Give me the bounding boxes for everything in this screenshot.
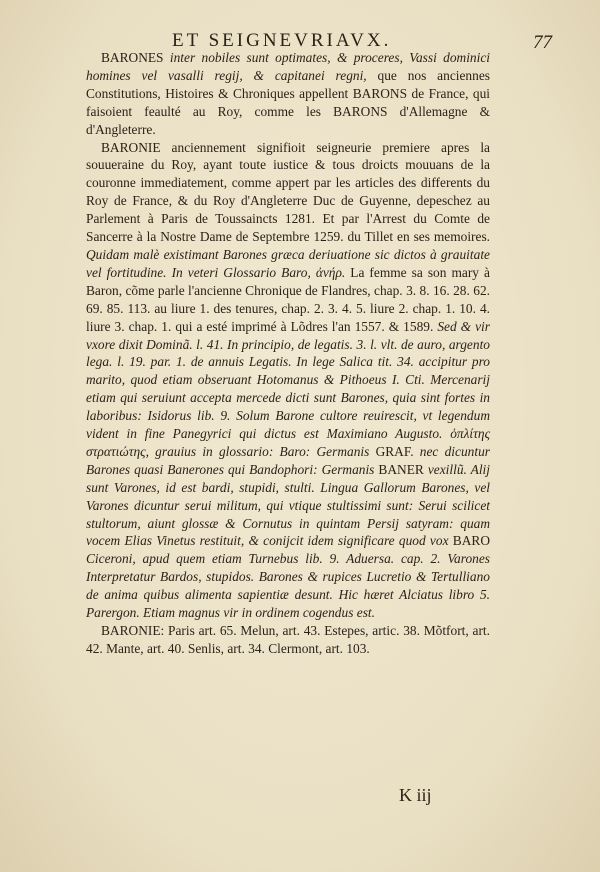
french-text-run: GRAF.	[375, 443, 420, 459]
french-text-run: La femme sa son mary à Baron, cõme parle l'ancienne Chronique de Flandres, chap. 3. 8. 16. 28. 62. 69. 85. 113. au liure 1. des tenures, chap. 2. 3. 4. 5. liure 2. chap. 1. 10. 4. liure 3. chap. 1. qui a esté imprimé à Lõdres l'an 1557. & 1589.	[86, 264, 490, 334]
french-text-run: BARO	[452, 533, 490, 549]
latin-text-run: Sed & vir vxore dixit Dominã. l. 41. In principio, de legatis. 3. l. vlt. de auro, argento lega. l. 19. par. 1. de annuis Legatis. In lege Salica tit. 34. accipitur pro marito, quod etiam obseruant Hotomanus & Pithoeus I. Cti. Mercenarij etiam qui seruiunt accepta mercede dicti sunt Barones, quia sint fortes in laboribus: Isidorus lib. 9. Solum Barone cultore reuirescit, vt legendum vident in fine Panegyrici qui dictus est Maximiano Augusto. ὁπλίτης στρατιώτης, grauius in glossario: Baro: Germanis	[86, 318, 490, 459]
body-text	[86, 49, 490, 658]
paragraph-barones	[86, 49, 490, 139]
french-text-run: BARONIE anciennement signifioit seigneurie premiere apres la souueraine du Roy, ayant toute iustice & tous droicts mouuans de la couronne immediatement, comme appert par les articles des differents du Roy de France, & du Roy d'Angleterre Duc de Guyenne, depeschez au Parlement à Paris de Toussaincts 1281. Et par l'Arrest du Comte de Sancerre à la Nostre Dame de Septembre 1259. du Tillet en ses memoires.	[86, 139, 490, 245]
french-text-run: que nos anciennes Constitutions, Histoires & Chroniques appellent BARONS de France, qui faisoient feaulté au Roy, comme les BARONS d'Allemagne & d'Angleterre.	[86, 67, 490, 137]
latin-text-run: Ciceroni, apud quem etiam Turnebus lib. 9. Aduersa. cap. 2. Varones Interpretatur Bardos, stupidos. Barones & rupices Lucretio & Tertulliano de anima quibus alimenta sapientiæ desunt. Hic hæret Alciatus libro 5. Parergon. Etiam magnus vir in ordinem cogendus est.	[86, 551, 490, 621]
latin-text-run: nec dicuntur Barones quasi Banerones qui Bandophori: Germanis	[86, 443, 490, 477]
french-text-run: BANER	[378, 461, 428, 477]
latin-text-run: Quidam malè existimant Barones græca deriuatione sic dictos à grauitate vel fortitudine. In veteri Glossario Baro, ἀνήρ.	[86, 246, 490, 280]
latin-text-run: vexillũ. Alij sunt Varones, id est bardi, stupidi, stulti. Lingua Gallorum Barones, vel Varones dicuntur serui militum, qui vtique stultissimi sunt: Serui scilicet stultorum, aiunt glossæ & Cornutus in quintam Persij satyram: quam vocem Elias Vinetus restituit, & conijcit idem significare quod vox	[86, 461, 490, 549]
latin-text-run: inter nobiles sunt optimates, & proceres, Vassi dominici homines vel vasalli regij, & capitanei regni,	[86, 50, 490, 83]
french-text-run: BARONES	[101, 50, 170, 65]
french-text-run: BARONIE: Paris art. 65. Melun, art. 43. Estepes, artic. 38. Mõtfort, art. 42. Mante, art. 40. Senlis, art. 34. Clermont, art. 103.	[86, 623, 490, 656]
signature-mark: K iij	[399, 785, 432, 805]
running-title: ET SEIGNEVRIAVX.	[172, 30, 392, 51]
paragraph-baronie-definition	[86, 139, 490, 622]
paragraph-baronie-coutumes	[86, 622, 490, 658]
page-number: 77	[533, 32, 552, 53]
